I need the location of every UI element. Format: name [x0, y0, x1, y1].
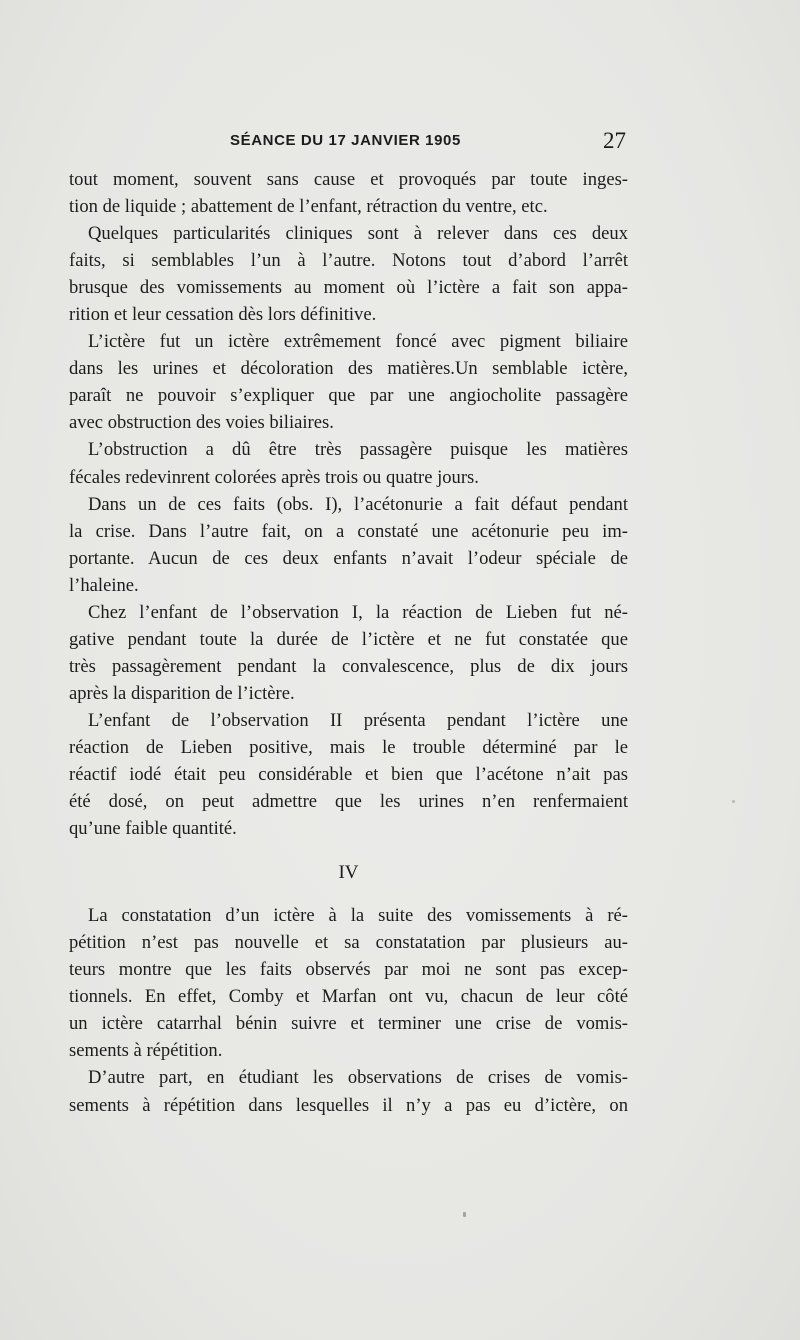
- text-line: rition et leur cessation dès lors définitive.: [69, 304, 377, 326]
- text-line: tionnels. En effet, Comby et Marfan ont vu, chacun de leur côté: [69, 986, 628, 1008]
- running-head: SÉANCE DU 17 JANVIER 1905: [230, 132, 461, 149]
- text-line: l’haleine.: [69, 574, 139, 596]
- text-line: réactif iodé était peu considérable et bien que l’acétone n’ait pas: [69, 764, 628, 786]
- paragraph: [69, 166, 628, 220]
- text-line: été dosé, on peut admettre que les urines n’en renfermaient: [69, 791, 628, 813]
- paragraph: [69, 491, 628, 599]
- text-line: un ictère catarrhal bénin suivre et terminer une crise de vomis-: [69, 1013, 628, 1035]
- text-line: avec obstruction des voies biliaires.: [69, 412, 334, 434]
- paper-speck: [732, 800, 735, 803]
- text-line: fécales redevinrent colorées après trois ou quatre jours.: [69, 466, 479, 488]
- text-line: dans les urines et décoloration des matières.Un semblable ictère,: [69, 358, 628, 380]
- paragraph: [69, 902, 628, 1064]
- paragraph: [69, 220, 628, 328]
- text-line: faits, si semblables l’un à l’autre. Notons tout d’abord l’arrêt: [69, 250, 628, 272]
- text-line: sements à répétition dans lesquelles il n’y a pas eu d’ictère, on: [69, 1094, 628, 1116]
- text-line: La constatation d’un ictère à la suite des vomissements à ré-: [88, 905, 628, 927]
- text-line: la crise. Dans l’autre fait, on a constaté une acétonurie peu im-: [69, 520, 628, 542]
- text-line: L’enfant de l’observation II présenta pendant l’ictère une: [88, 709, 628, 731]
- paper-speck: [463, 1212, 466, 1217]
- paragraph: [69, 436, 628, 490]
- body-text: [69, 166, 628, 1119]
- page-number: 27: [603, 128, 626, 153]
- text-line: tion de liquide ; abattement de l’enfant, rétraction du ventre, etc.: [69, 196, 548, 218]
- text-line: qu’une faible quantité.: [69, 818, 237, 840]
- text-line: Quelques particularités cliniques sont à relever dans ces deux: [88, 223, 628, 245]
- text-line: réaction de Lieben positive, mais le trouble déterminé par le: [69, 736, 628, 758]
- text-line: sements à répétition.: [69, 1040, 223, 1062]
- text-line: tout moment, souvent sans cause et provoqués par toute inges-: [69, 169, 628, 190]
- paragraph: [69, 328, 628, 436]
- paragraph: [69, 1064, 628, 1118]
- text-line: paraît ne pouvoir s’expliquer que par une angiocholite passagère: [69, 385, 628, 407]
- text-line: portante. Aucun de ces deux enfants n’avait l’odeur spéciale de: [69, 547, 628, 569]
- text-line: L’ictère fut un ictère extrêmement foncé avec pigment biliaire: [88, 331, 628, 353]
- text-line: Dans un de ces faits (obs. I), l’acétonurie a fait défaut pendant: [88, 493, 628, 515]
- paragraph: [69, 599, 628, 707]
- text-line: D’autre part, en étudiant les observations de crises de vomis-: [88, 1067, 628, 1089]
- text-line: brusque des vomissements au moment où l’ictère a fait son appa-: [69, 277, 628, 299]
- text-line: L’obstruction a dû être très passagère puisque les matières: [88, 439, 628, 461]
- text-line: gative pendant toute la durée de l’ictère et ne fut constatée que: [69, 628, 628, 650]
- paragraph: [69, 707, 628, 842]
- text-line: pétition n’est pas nouvelle et sa constatation par plusieurs au-: [69, 932, 628, 954]
- text-line: après la disparition de l’ictère.: [69, 682, 295, 704]
- section-heading: IV: [338, 862, 359, 884]
- text-line: très passagèrement pendant la convalescence, plus de dix jours: [69, 655, 628, 677]
- text-line: Chez l’enfant de l’observation I, la réaction de Lieben fut né-: [88, 601, 628, 623]
- text-line: teurs montre que les faits observés par moi ne sont pas excep-: [69, 959, 628, 981]
- page-header: [68, 128, 628, 158]
